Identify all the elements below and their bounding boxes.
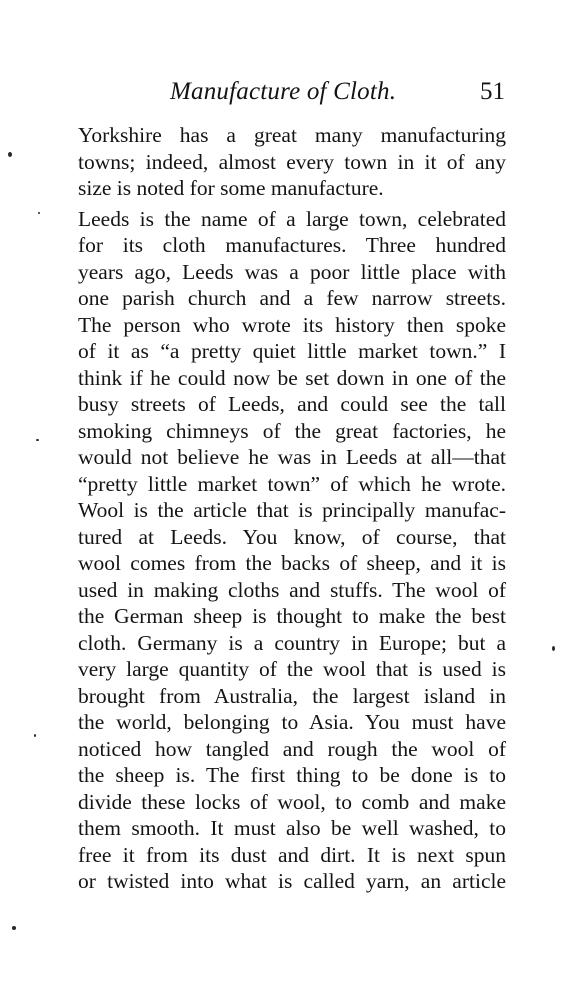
text-line: one parish church and a few narrow streets.: [78, 286, 506, 310]
text-line: divide these locks of wool, to comb and make: [78, 789, 506, 814]
text-line: smoking chimneys of the great factories, he: [78, 418, 506, 443]
text-line: years ago, Leeds was a poor little place with: [78, 259, 506, 284]
text-line: cloth. Germany is a country in Europe; but a: [78, 630, 506, 655]
text-line: think if he could now be set down in one of the: [78, 365, 506, 390]
text-line: for its cloth manufactures. Three hundred: [78, 233, 506, 257]
text-line: the German sheep is thought to make the best: [78, 604, 506, 628]
page-number: 51: [480, 78, 505, 105]
scan-speck: [34, 734, 36, 737]
text-line: the world, belonging to Asia. You must have: [78, 710, 506, 734]
text-line: towns; indeed, almost every town in it of any: [78, 149, 506, 174]
text-line: the sheep is. The first thing to be done is to: [78, 763, 506, 787]
text-line: size is noted for some manufacture.: [78, 176, 384, 200]
running-title: Manufacture of Cloth.: [170, 78, 397, 105]
scan-speck: [8, 152, 12, 157]
text-line: noticed how tangled and rough the wool of: [78, 736, 506, 761]
text-line: would not believe he was in Leeds at all—that: [78, 445, 506, 469]
scan-speck: [552, 646, 555, 651]
text-line: Leeds is the name of a large town, celebrated: [78, 206, 506, 231]
text-line: used in making cloths and stuffs. The wool of: [78, 577, 506, 602]
text-line: brought from Australia, the largest island in: [78, 683, 506, 708]
text-line: “pretty little market town” of which he wrote.: [78, 471, 506, 496]
text-line: of it as “a pretty quiet little market town.” I: [78, 339, 506, 363]
text-line: Yorkshire has a great many manufacturing: [78, 123, 506, 147]
scan-speck: [12, 926, 16, 930]
running-head: [0, 78, 582, 112]
paragraph: [78, 122, 506, 202]
text-line: The person who wrote its history then spoke: [78, 312, 506, 337]
paragraph: [78, 206, 506, 895]
scan-speck: [36, 439, 39, 441]
text-line: wool comes from the backs of sheep, and it is: [78, 551, 506, 575]
text-line: free it from its dust and dirt. It is next spun: [78, 842, 506, 867]
text-line: tured at Leeds. You know, of course, that: [78, 524, 506, 549]
scan-speck: [38, 212, 40, 214]
text-line: them smooth. It must also be well washed, to: [78, 816, 506, 840]
text-line: very large quantity of the wool that is used is: [78, 657, 506, 681]
text-line: Wool is the article that is principally manufac-: [78, 498, 506, 522]
text-line: busy streets of Leeds, and could see the tall: [78, 392, 506, 416]
body-text: [78, 122, 506, 895]
text-line: or twisted into what is called yarn, an article: [78, 869, 506, 893]
